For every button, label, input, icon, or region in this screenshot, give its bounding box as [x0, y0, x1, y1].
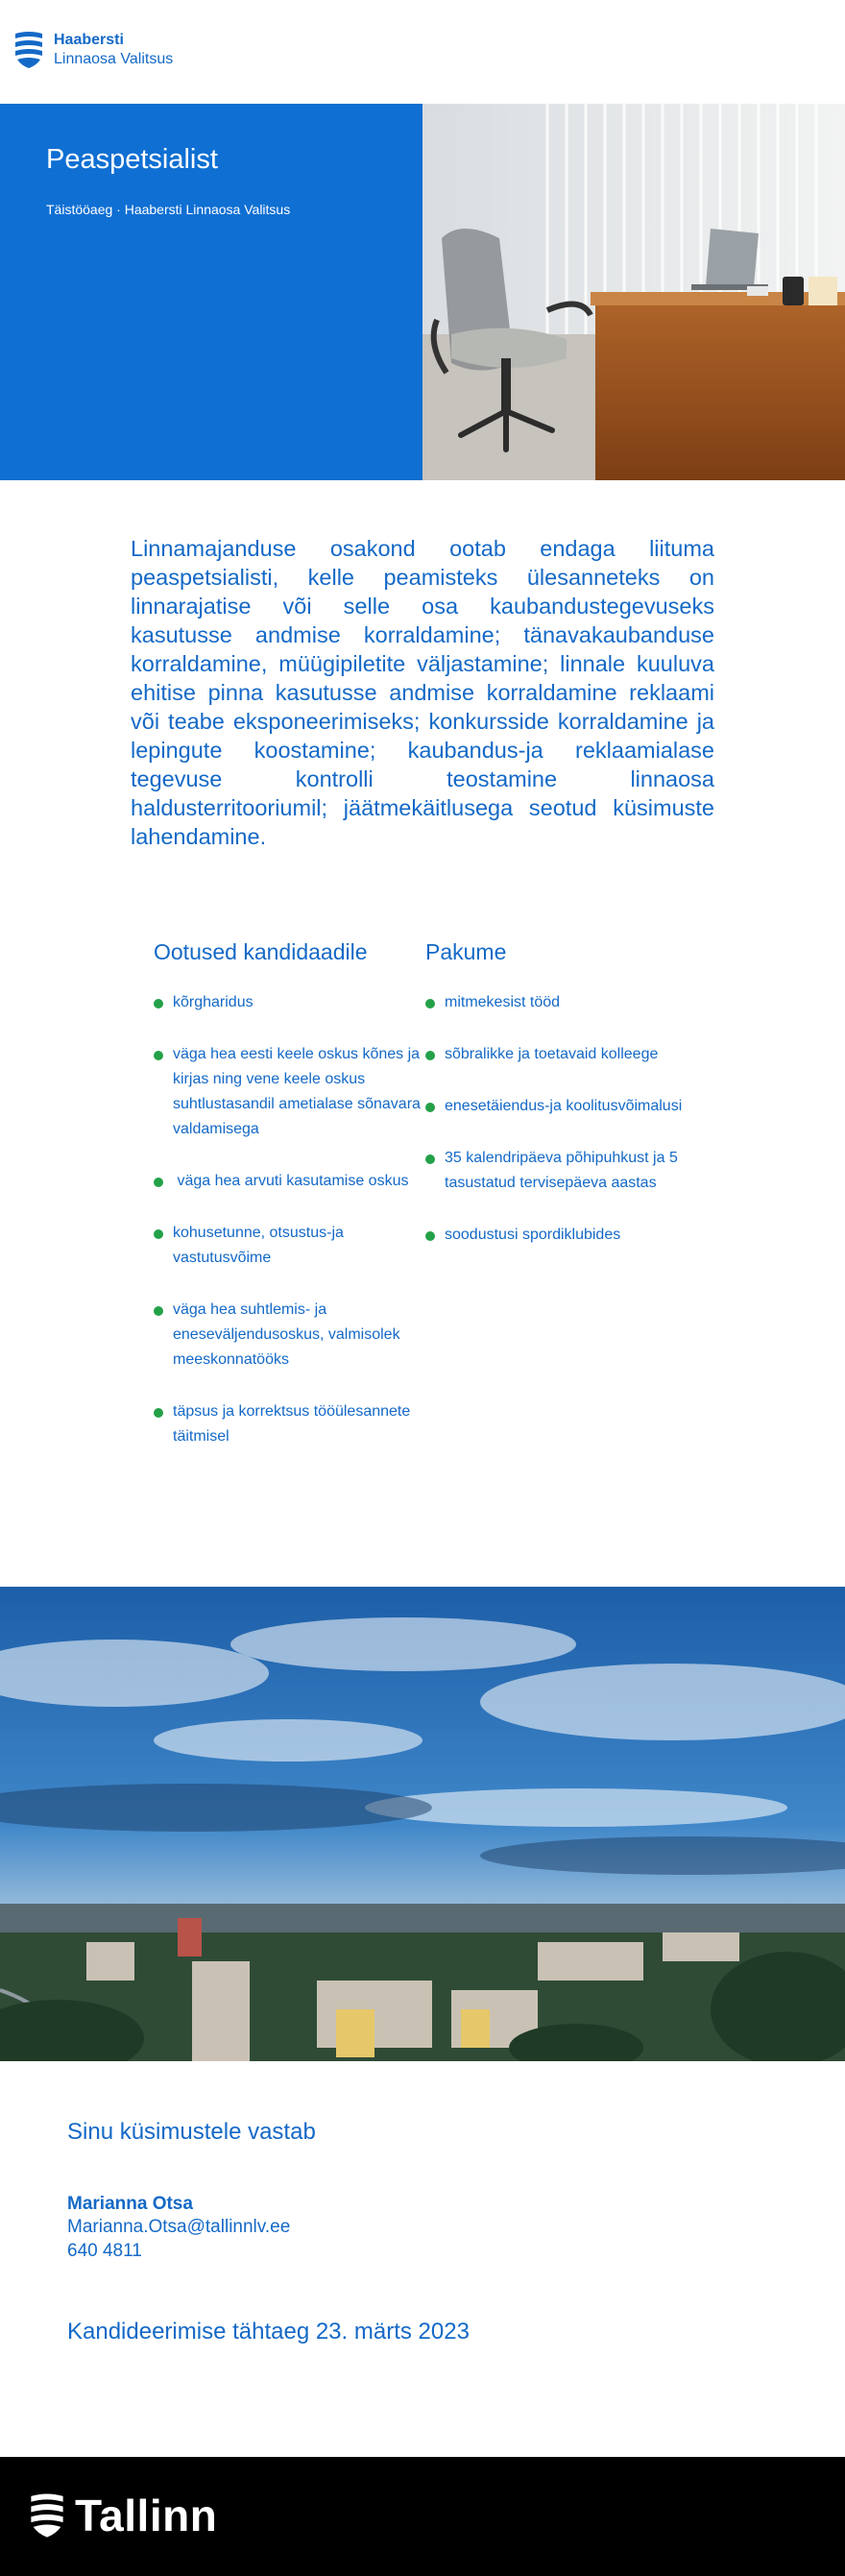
offer-heading: Pakume	[425, 939, 507, 964]
bullet-icon	[425, 1231, 435, 1241]
contact-phone-link[interactable]: 640 4811	[67, 2241, 142, 2261]
job-title: Peaspetsialist	[46, 144, 218, 175]
list-item: väga hea suhtlemis- ja eneseväljendusoskus, valmisolek meeskonnatööks	[154, 1298, 422, 1373]
haabersti-logo[interactable]	[13, 31, 173, 69]
list-item: kõrgharidus	[154, 990, 422, 1015]
tallinn-crest-icon	[13, 31, 44, 69]
list-item: soodustusi spordiklubides	[425, 1223, 685, 1248]
tallinn-logo[interactable]	[29, 2490, 217, 2541]
tallinn-wordmark: Tallinn	[75, 2491, 218, 2540]
site-header	[0, 0, 845, 104]
bullet-icon	[154, 999, 163, 1009]
bullet-icon	[154, 1178, 163, 1187]
list-item: kohusetunne, otsustus-ja vastutusvõime	[154, 1221, 422, 1271]
list-item: sõbralikke ja toetavaid kolleege	[425, 1042, 685, 1067]
bullet-icon	[425, 999, 435, 1009]
bullet-icon	[154, 1408, 163, 1418]
city-skyline-illustration	[0, 1587, 845, 2061]
bullet-icon	[154, 1051, 163, 1060]
logo-line1: Haabersti	[54, 32, 124, 48]
contact-heading: Sinu küsimustele vastab	[67, 2119, 316, 2145]
bullet-icon	[425, 1051, 435, 1060]
list-item: väga hea arvuti kasutamise oskus	[154, 1169, 422, 1194]
hero-banner	[0, 104, 845, 480]
bullet-icon	[425, 1103, 435, 1112]
office-photo-illustration	[422, 104, 845, 480]
offer-section	[425, 939, 685, 1275]
hero-text-panel	[0, 104, 422, 480]
job-description: Linnamajanduse osakond ootab endaga liituma peaspetsialisti, kelle peamisteks ülesanneteks on linnarajatise või selle osa kaubandustegevuseks kasutusse andmise korraldamine; tänavakaubanduse korraldamine, müügipiletite väljastamine; linnale kuuluva ehitise pinna kasutusse andmise korraldamine reklaami või teabe eksponeerimiseks; konkursside korraldamine ja lepingute koostamine; kaubandus-ja reklaamialase tegevuse kontrolli teostamine linnaosa haldusterritooriumil; jäätmekäitlusega seotud küsimuste lahendamine.	[131, 536, 714, 849]
application-deadline: Kandideerimise tähtaeg 23. märts 2023	[67, 2319, 470, 2345]
list-item: enesetäiendus-ja koolitusvõimalusi	[425, 1094, 685, 1119]
list-item: mitmekesist tööd	[425, 990, 685, 1015]
expectations-section	[154, 939, 422, 1476]
tallinn-crest-icon	[29, 2491, 65, 2540]
office-photo	[422, 104, 845, 480]
expectations-list	[154, 990, 422, 1449]
bullet-icon	[154, 1306, 163, 1316]
contact-email-link[interactable]: Marianna.Otsa@tallinnlv.ee	[67, 2217, 291, 2237]
bullet-icon	[425, 1154, 435, 1164]
logo-line2: Linnaosa Valitsus	[54, 51, 174, 67]
expectations-heading: Ootused kandidaadile	[154, 939, 368, 964]
list-item: 35 kalendripäeva põhipuhkust ja 5 tasustatud tervisepäeva aastas	[425, 1146, 685, 1196]
list-item: täpsus ja korrektsus tööülesannete täitmisel	[154, 1399, 422, 1449]
list-item: väga hea eesti keele oskus kõnes ja kirjas ning vene keele oskus suhtlustasandil ametialase sõnavara valdamisega	[154, 1042, 422, 1142]
city-photo	[0, 1587, 845, 2061]
site-footer	[0, 2457, 845, 2576]
job-subtitle: Täistööaeg · Haabersti Linnaosa Valitsus	[46, 202, 291, 217]
contact-name: Marianna Otsa	[67, 2194, 193, 2214]
bullet-icon	[154, 1229, 163, 1239]
offer-list	[425, 990, 685, 1248]
